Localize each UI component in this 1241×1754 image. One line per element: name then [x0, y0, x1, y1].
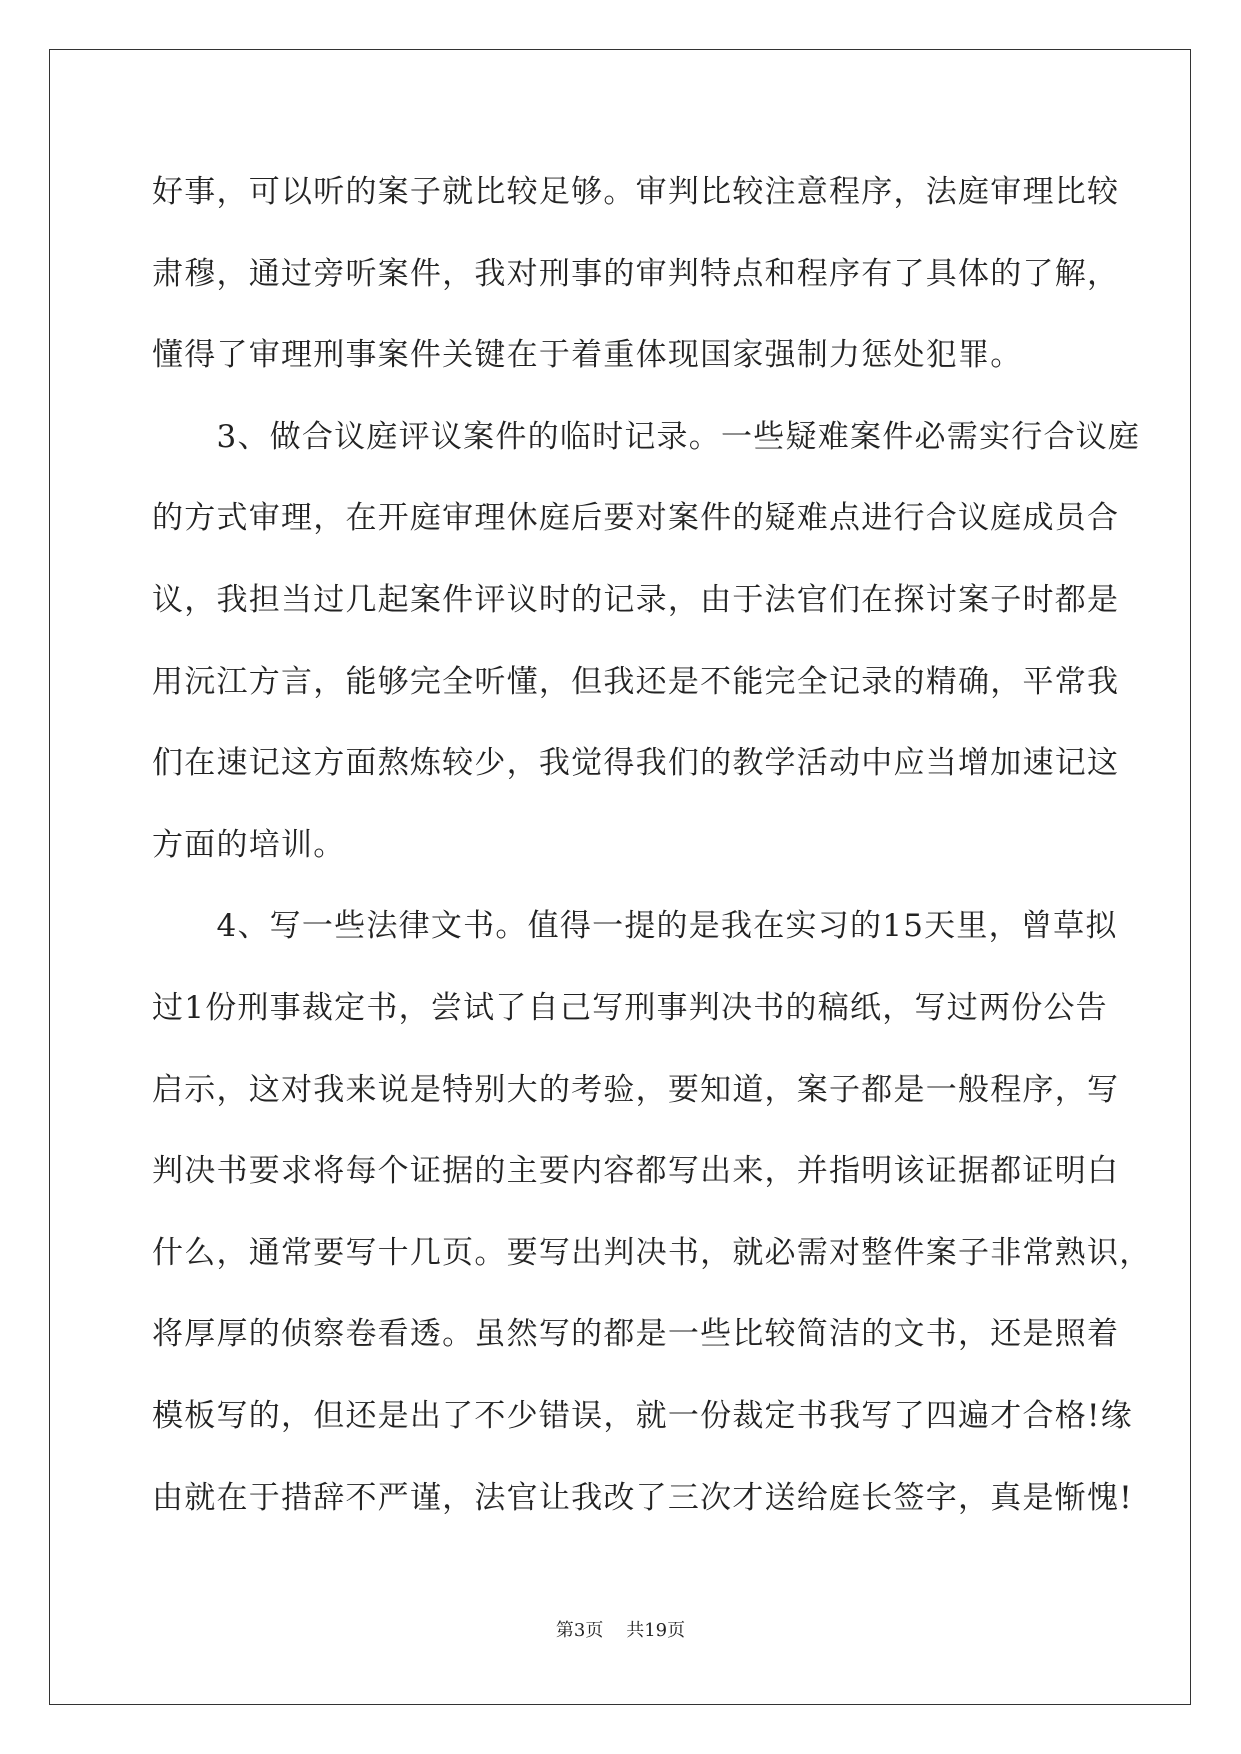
text-line: 模板写的，但还是出了不少错误，就一份裁定书我写了四遍才合格!缘	[152, 1397, 1133, 1434]
text-line: 3、做合议庭评议案件的临时记录。一些疑难案件必需实行合议庭	[152, 418, 1141, 455]
page-total: 共19页	[626, 1620, 686, 1641]
text-line: 方面的培训。	[152, 826, 346, 863]
text-line: 用沅江方言，能够完全听懂，但我还是不能完全记录的精确，平常我	[152, 663, 1120, 700]
text-line: 好事，可以听的案子就比较足够。审判比较注意程序，法庭审理比较	[152, 174, 1120, 210]
text-line: 们在速记这方面熬炼较少，我觉得我们的教学活动中应当增加速记这	[152, 745, 1120, 782]
text-line: 启示，这对我来说是特别大的考验，要知道，案子都是一般程序，写	[152, 1071, 1120, 1108]
text-line: 判决书要求将每个证据的主要内容都写出来，并指明该证据都证明白	[152, 1153, 1120, 1190]
text-line: 议，我担当过几起案件评议时的记录，由于法官们在探讨案子时都是	[152, 581, 1120, 618]
text-line: 什么，通常要写十几页。要写出判决书，就必需对整件案子非常熟识，	[152, 1234, 1152, 1271]
text-line: 由就在于措辞不严谨，法官让我改了三次才送给庭长签字，真是惭愧!	[152, 1479, 1133, 1516]
text-line: 肃穆，通过旁听案件，我对刑事的审判特点和程序有了具体的了解，	[152, 255, 1120, 292]
page-footer	[0, 1619, 1241, 1643]
text-line: 过1份刑事裁定书，尝试了自己写刑事判决书的稿纸，写过两份公告	[152, 989, 1108, 1026]
text-line: 懂得了审理刑事案件关键在于着重体现国家强制力惩处犯罪。	[152, 337, 1023, 374]
document-body	[152, 162, 1152, 1549]
text-line: 将厚厚的侦察卷看透。虽然写的都是一些比较简洁的文书，还是照着	[152, 1316, 1120, 1353]
text-line: 4、写一些法律文书。值得一提的是我在实习的15天里，曾草拟	[152, 908, 1118, 945]
text-line: 的方式审理，在开庭审理休庭后要对案件的疑难点进行合议庭成员合	[152, 500, 1120, 537]
page-number: 第3页	[555, 1620, 604, 1641]
